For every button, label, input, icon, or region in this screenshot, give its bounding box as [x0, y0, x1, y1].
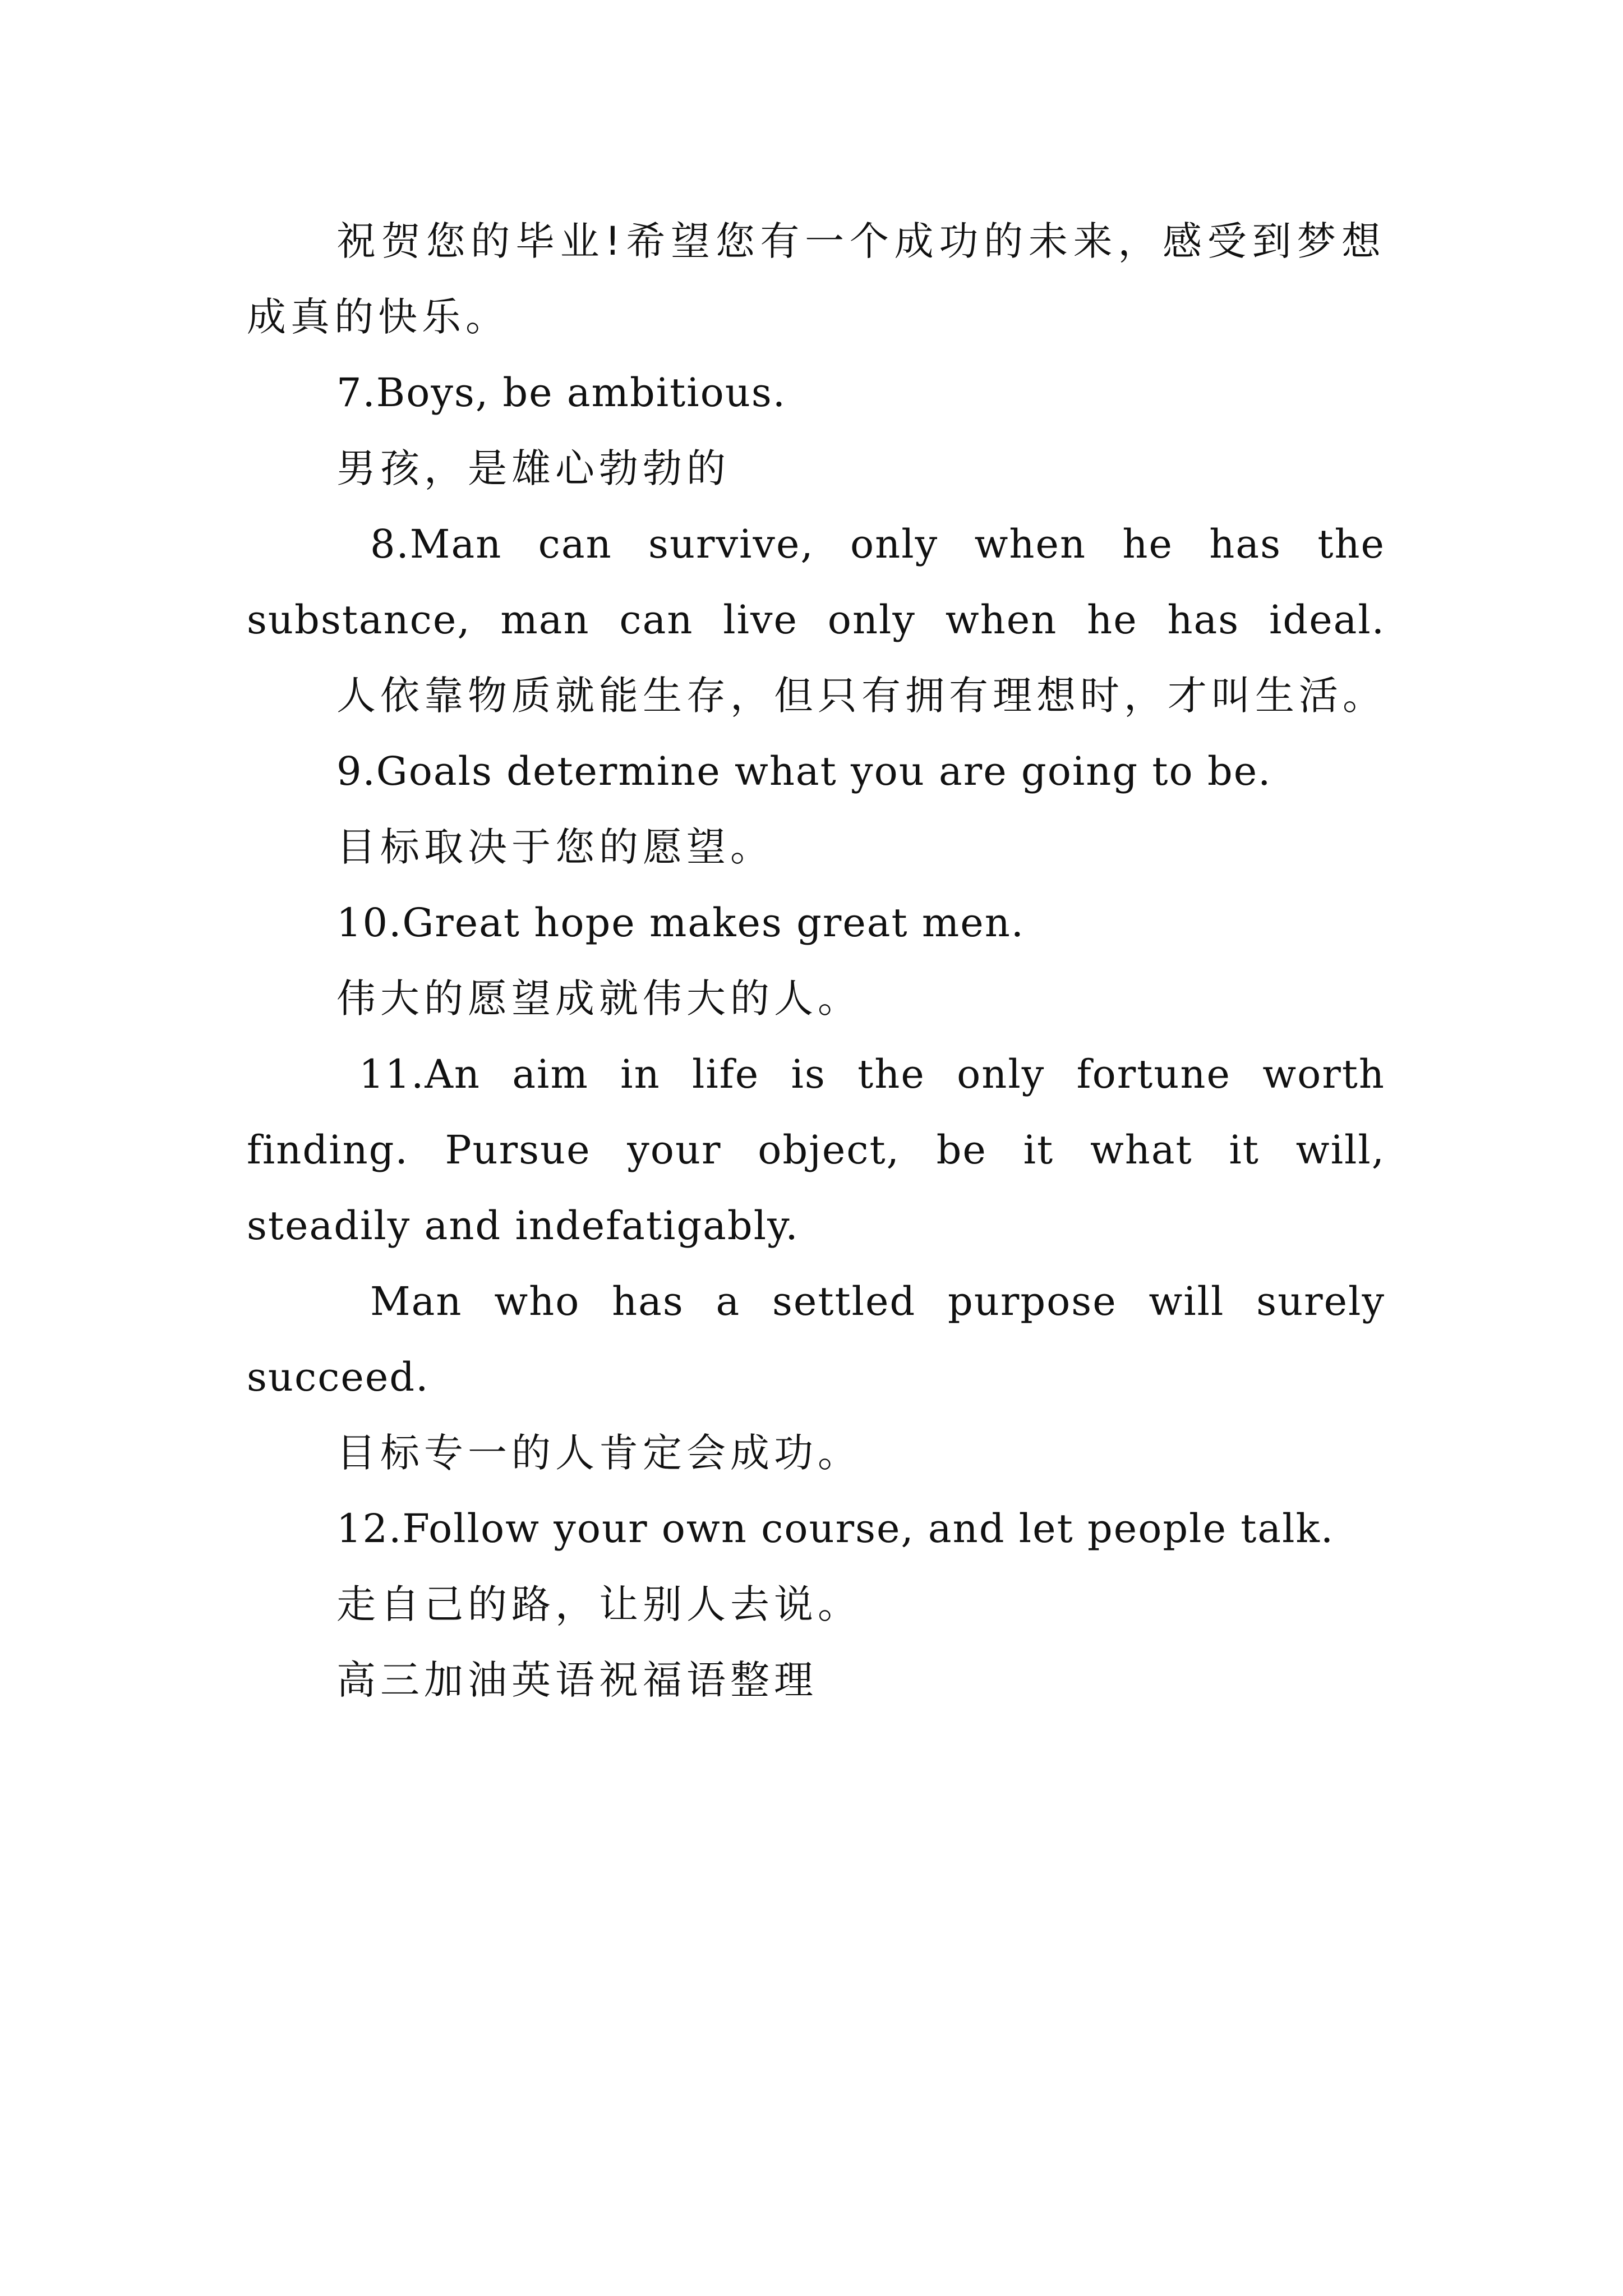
section-title: 高三加油英语祝福语整理 [336, 1657, 818, 1703]
text-line: substance, man can live only when he has ideal. [247, 597, 1385, 643]
text-line: 7.Boys, be ambitious. [336, 370, 787, 416]
text-line: 祝贺您的毕业!希望您有一个成功的未来，感受到梦想 [336, 218, 1385, 264]
text-line: 目标专一的人肯定会成功。 [336, 1430, 861, 1476]
text-line: 11.An aim in life is the only fortune worth [359, 1051, 1385, 1097]
text-line: 男孩，是雄心勃勃的 [336, 445, 730, 491]
text-line: steadily and indefatigably. [247, 1203, 799, 1249]
text-line: succeed. [247, 1354, 430, 1400]
text-line: 伟大的愿望成就伟大的人。 [336, 976, 861, 1022]
text-line: 目标取决于您的愿望。 [336, 824, 774, 870]
text-line: 10.Great hope makes great men. [336, 900, 1025, 946]
text-line: 走自己的路，让别人去说。 [336, 1581, 861, 1627]
text-line: 9.Goals determine what you are going to be. [336, 748, 1272, 794]
text-line: 人依靠物质就能生存，但只有拥有理想时，才叫生活。 [336, 673, 1386, 719]
text-line: finding. Pursue your object, be it what it will, [247, 1127, 1385, 1173]
text-line: 成真的快乐。 [247, 294, 509, 340]
text-line: Man who has a settled purpose will surely [370, 1278, 1385, 1324]
text-line: 12.Follow your own course, and let people talk. [336, 1506, 1335, 1552]
text-line: 8.Man can survive, only when he has the [370, 521, 1385, 567]
